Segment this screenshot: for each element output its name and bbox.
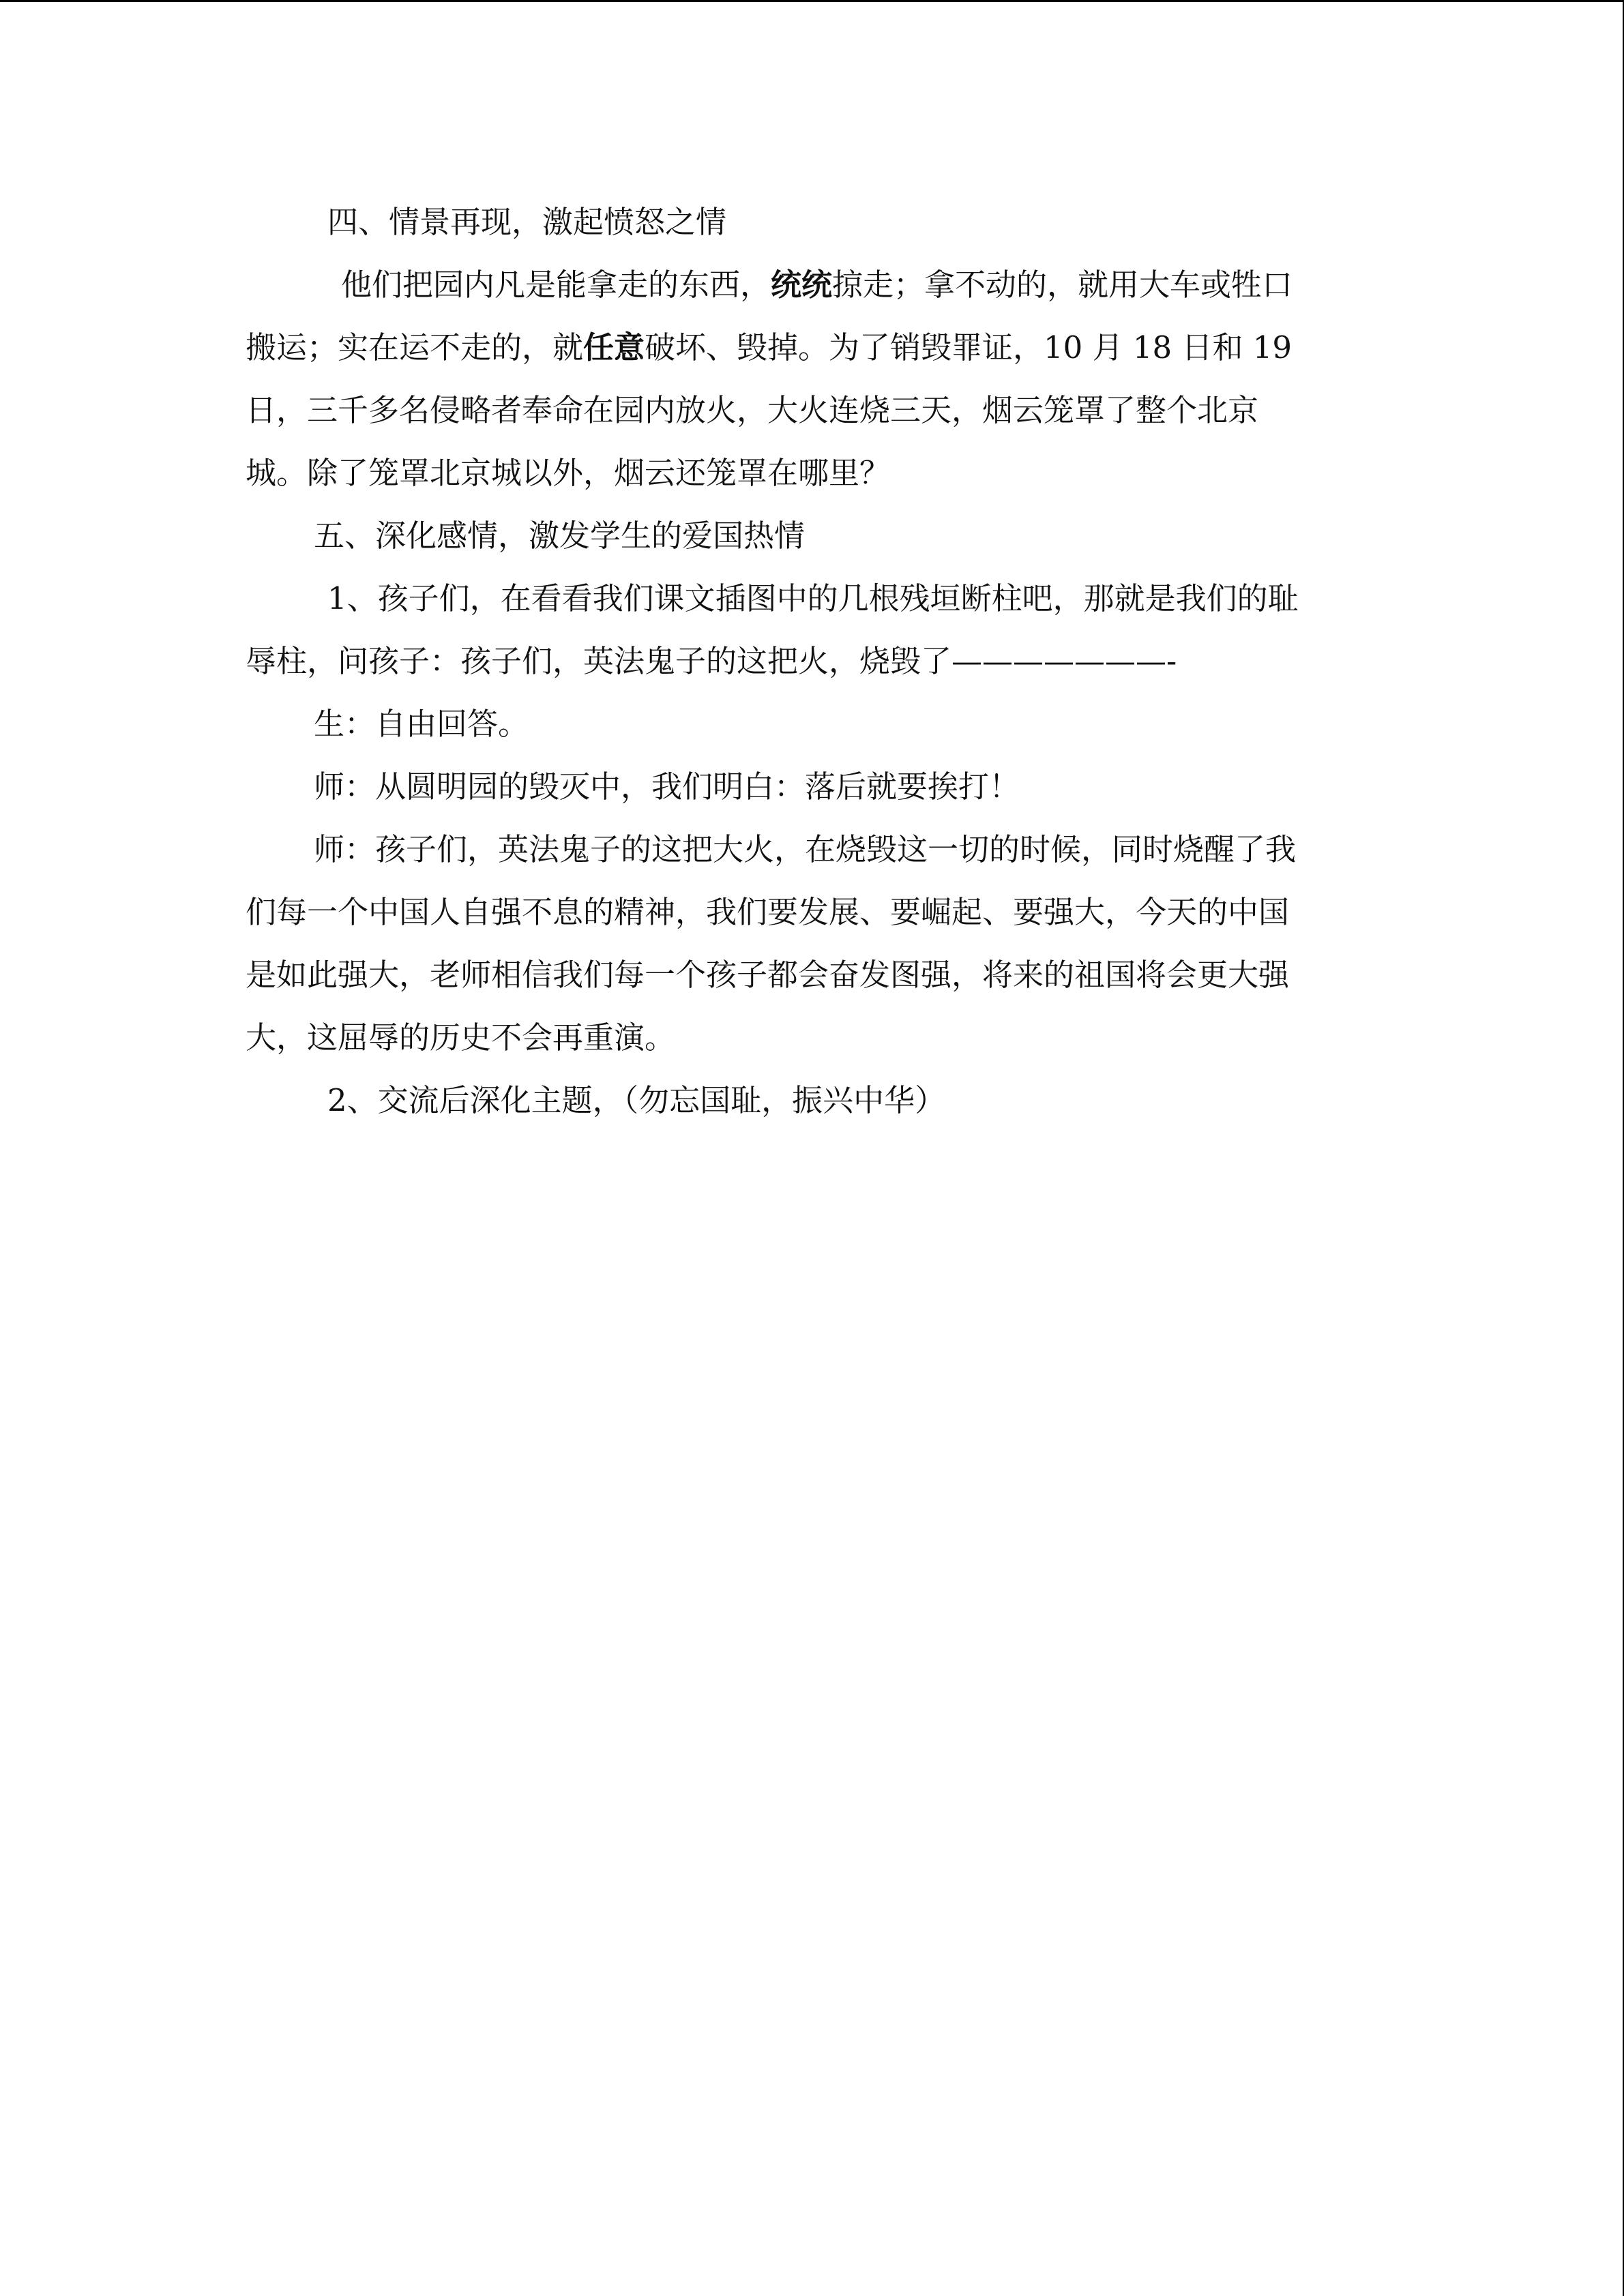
section-heading-4: 四、情景再现，激起愤怒之情 — [327, 204, 727, 240]
section-heading-5: 五、深化感情，激发学生的爱国热情 — [314, 518, 806, 554]
paragraph-line: 们每一个中国人自强不息的精神，我们要发展、要崛起、要强大，今天的中国 — [246, 894, 1290, 930]
paragraph-line: 日，三千多名侵略者奉命在园内放火，大火连烧三天，烟云笼罩了整个北京 — [246, 392, 1259, 428]
paragraph-line: 搬运；实在运不走的，就任意破坏、毁掉。为了销毁罪证，10 月 18 日和 19 — [246, 329, 1293, 366]
paragraph-line: 他们把园内凡是能拿走的东西，统统掠走；拿不动的，就用大车或牲口 — [341, 267, 1293, 303]
paragraph-line: 是如此强大，老师相信我们每一个孩子都会奋发图强，将来的祖国将会更大强 — [246, 957, 1290, 993]
teacher-line: 师：孩子们，英法鬼子的这把大火，在烧毁这一切的时候，同时烧醒了我 — [314, 831, 1297, 867]
paragraph-line: 城。除了笼罩北京城以外，烟云还笼罩在哪里？ — [246, 455, 891, 491]
emphasis-text: 任意 — [583, 329, 645, 366]
list-item-2: 2、交流后深化主题，（勿忘国耻，振兴中华） — [327, 1082, 946, 1118]
paragraph-line: 大，这屈辱的历史不会再重演。 — [246, 1019, 676, 1056]
list-item-1: 1、孩子们，在看看我们课文插图中的几根残垣断柱吧，那就是我们的耻 — [327, 580, 1299, 616]
top-border — [0, 0, 1624, 2]
teacher-line: 师：从圆明园的毁灭中，我们明白：落后就要挨打！ — [314, 769, 1020, 805]
paragraph-line: 辱柱，问孩子：孩子们，英法鬼子的这把火，烧毁了———————- — [246, 643, 1177, 679]
emphasis-text: 统统 — [771, 267, 833, 303]
document-body — [246, 191, 1364, 1132]
student-line: 生：自由回答。 — [314, 706, 529, 742]
